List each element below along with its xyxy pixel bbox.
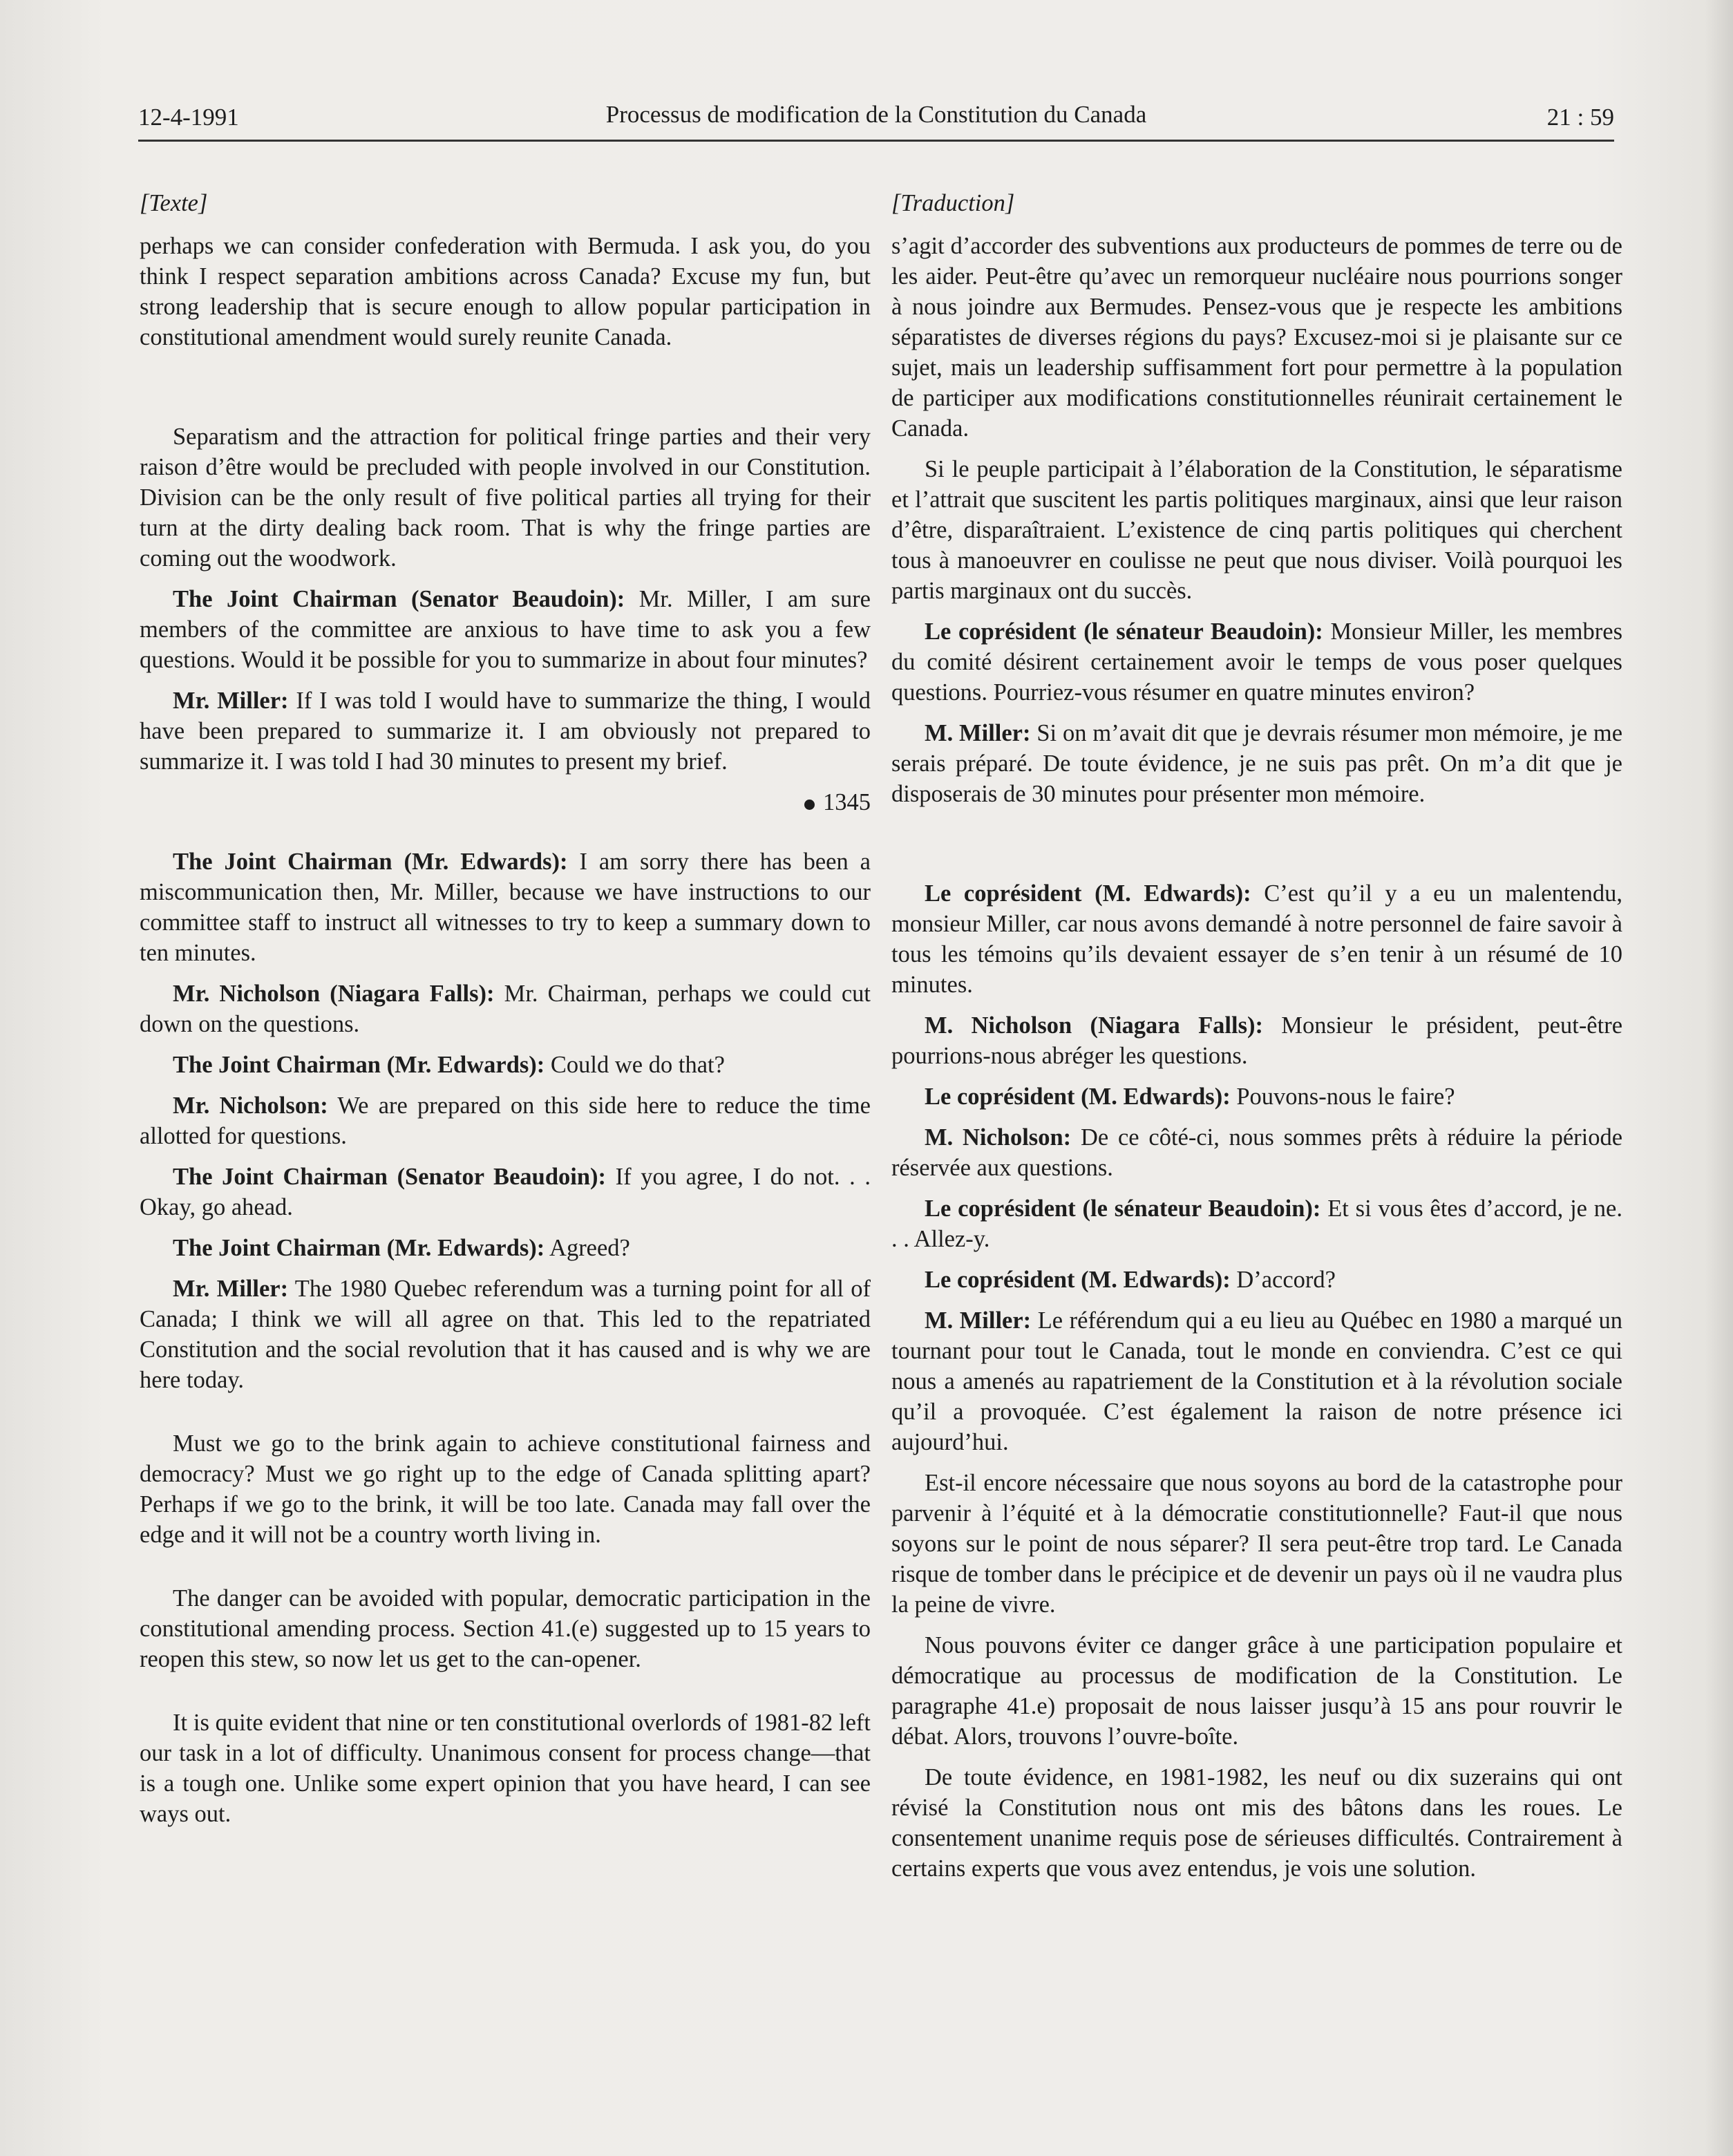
- paragraph: Est-il encore nécessaire que nous soyons au bord de la catastrophe pour parvenir à l’équité et à la démocratie constitutionnelle? Faut-il que nous soyons sur le point de nous séparer? Il sera peut-être trop tard. Le Canada risque de tomber dans le précipice et de devenir un pays où il ne vaudra plus la peine de vivre.: [891, 1470, 1622, 1618]
- paragraph: The Joint Chairman (Senator Beaudoin): Mr. Miller, I am sure members of the committee are anxious to have time to ask you a few questions. Would it be possible for you to summarize in about four minutes?: [140, 586, 871, 673]
- paragraph: Mr. Miller: If I was told I would have to summarize the thing, I would have been prepared to summarize it. I am obviously not prepared to summarize it. I was told I had 30 minutes to present my brief.: [140, 688, 871, 775]
- paragraph: M. Nicholson: De ce côté-ci, nous sommes prêts à réduire la période réservée aux questions.: [891, 1124, 1623, 1181]
- speaker-name: M. Miller:: [925, 720, 1031, 746]
- paragraph: Le coprésident (M. Edwards): Pouvons-nous le faire?: [925, 1084, 1455, 1110]
- speaker-name: M. Nicholson (Niagara Falls):: [925, 1012, 1263, 1039]
- paragraph: M. Miller: Si on m’avait dit que je devrais résumer mon mémoire, je me serais préparé. De toute évidence, je ne suis pas prêt. On m’a dit que je disposerais de 30 minutes pour présenter mon mémoire.: [891, 720, 1623, 807]
- speaker-name: Mr. Miller:: [173, 688, 289, 714]
- paragraph: The Joint Chairman (Mr. Edwards): Agreed?: [173, 1235, 630, 1261]
- column-tag: [Texte]: [140, 190, 208, 216]
- paragraph: perhaps we can consider confederation with Bermuda. I ask you, do you think I respect separation ambitions across Canada? Excuse my fun, but strong leadership that is secure enough to allow popular participation in constitutional amendment would surely reunite Canada.: [140, 233, 871, 350]
- speaker-name: M. Miller:: [925, 1307, 1032, 1334]
- header-page-number: 21 : 59: [1546, 104, 1614, 131]
- paragraph: Si le peuple participait à l’élaboration de la Constitution, le séparatisme et l’attrait que suscitent les partis politiques marginaux, ainsi que leur raison d’être, disparaîtraient. L’existence de cinq partis politiques qui cherchent tous à manoeuvrer en coulisse ne peut que nous diviser. Voilà pourquoi les partis marginaux ont du succès.: [891, 456, 1622, 604]
- paragraph: Le coprésident (le sénateur Beaudoin): Monsieur Miller, les membres du comité désirent certainement avoir le temps de vous poser quelques questions. Pourriez-vous résumer en quatre minutes environ?: [891, 618, 1622, 706]
- header-title: Processus de modification de la Constitution du Canada: [605, 101, 1147, 128]
- bullet-icon: [804, 800, 815, 810]
- page-edge-shadow: [1705, 0, 1733, 2156]
- paragraph: The danger can be avoided with popular, democratic participation in the constitutional amending process. Section 41.(e) suggested up to 15 years to reopen this stew, so now let us get to the can-opener.: [140, 1585, 871, 1672]
- paragraph: Must we go to the brink again to achieve constitutional fairness and democracy? Must we go right up to the edge of Canada splitting apart? Perhaps if we go to the brink, it will be too late. Canada may fall over the edge and it will not be a country worth living in.: [140, 1430, 871, 1548]
- speaker-name: The Joint Chairman (Mr. Edwards):: [173, 1052, 545, 1078]
- header-rule: [138, 140, 1614, 142]
- column-tag: [Traduction]: [891, 190, 1015, 216]
- paragraph: Separatism and the attraction for political fringe parties and their very raison d’être would be precluded with people involved in our Constitution. Division can be the only result of five political parties all trying for their turn at the dirty dealing back room. That is why the fringe parties are coming out the woodwork.: [140, 424, 871, 571]
- speaker-name: The Joint Chairman (Senator Beaudoin):: [173, 1164, 607, 1190]
- speaker-name: Le coprésident (M. Edwards):: [925, 880, 1251, 907]
- header-date: 12-4-1991: [138, 104, 239, 131]
- paragraph: Le coprésident (le sénateur Beaudoin): Et si vous êtes d’accord, je ne. . . Allez-y.: [891, 1195, 1622, 1252]
- speaker-name: Mr. Nicholson:: [173, 1093, 328, 1119]
- speaker-name: M. Nicholson:: [925, 1124, 1072, 1151]
- english-column: [140, 188, 871, 1840]
- paragraph: It is quite evident that nine or ten constitutional overlords of 1981-82 left our task in a lot of difficulty. Unanimous consent for process change—that is a tough one. Unlike some expert opinion that you have heard, I can see ways out.: [140, 1710, 871, 1827]
- paragraph: Nous pouvons éviter ce danger grâce à une participation populaire et démocratique au processus de modification de la Constitution. Le paragraphe 41.e) proposait de nous laisser jusqu’à 15 ans pour rouvrir le débat. Alors, trouvons l’ouvre-boîte.: [891, 1632, 1622, 1750]
- french-column: [891, 188, 1622, 1894]
- speaker-name: Le coprésident (M. Edwards):: [925, 1084, 1231, 1110]
- speaker-name: Le coprésident (le sénateur Beaudoin):: [925, 618, 1323, 645]
- paragraph: M. Nicholson (Niagara Falls): Monsieur le président, peut-être pourrions-nous abréger les questions.: [891, 1012, 1623, 1069]
- time-marker: 1345: [140, 787, 871, 817]
- paragraph: Le coprésident (M. Edwards): C’est qu’il y a eu un malentendu, monsieur Miller, car nous avons demandé à notre personnel de faire savoir à tous les témoins qu’ils devaient essayer de s’en tenir à un résumé de 10 minutes.: [891, 880, 1622, 998]
- paragraph: s’agit d’accorder des subventions aux producteurs de pommes de terre ou de les aider. Peut-être qu’avec un remorqueur nucléaire nous pourrions songer à nous joindre aux Bermudes. Pensez-vous que je respecte les ambitions séparatistes de diverses régions du pays? Excusez-moi si je plaisante sur ce sujet, mais un leadership suffisamment fort pour permettre à la population de participer aux modifications constitutionnelles réunirait certainement le Canada.: [891, 233, 1622, 442]
- running-header: [138, 101, 1614, 138]
- speaker-name: Le coprésident (le sénateur Beaudoin):: [925, 1195, 1321, 1222]
- paragraph: Mr. Miller: The 1980 Quebec referendum was a turning point for all of Canada; I think we will all agree on that. This led to the repatriated Constitution and the social revolution that it has caused and is why we are here today.: [140, 1276, 871, 1393]
- paragraph: De toute évidence, en 1981-1982, les neuf ou dix suzerains qui ont révisé la Constitution nous ont mis des bâtons dans les roues. Le consentement unanime requis pose de sérieuses difficultés. Contrairement à certains experts que vous avez entendus, je vois une solution.: [891, 1764, 1622, 1882]
- paragraph: The Joint Chairman (Senator Beaudoin): If you agree, I do not. . . Okay, go ahead.: [140, 1164, 871, 1220]
- speaker-name: Le coprésident (M. Edwards):: [925, 1267, 1231, 1293]
- paragraph: Mr. Nicholson: We are prepared on this side here to reduce the time allotted for questions.: [140, 1093, 871, 1149]
- paragraph: Mr. Nicholson (Niagara Falls): Mr. Chairman, perhaps we could cut down on the questions.: [140, 981, 871, 1037]
- speaker-name: The Joint Chairman (Senator Beaudoin):: [173, 586, 625, 612]
- paragraph: The Joint Chairman (Mr. Edwards): Could we do that?: [173, 1052, 725, 1078]
- paragraph: The Joint Chairman (Mr. Edwards): I am sorry there has been a miscommunication then, Mr. Miller, because we have instructions to our committee staff to instruct all witnesses to try to keep a summary down to ten minutes.: [140, 849, 871, 966]
- paragraph: M. Miller: Le référendum qui a eu lieu au Québec en 1980 a marqué un tournant pour tout le Canada, tout le monde en conviendra. C’est ce qui nous a amenés au rapatriement de la Constitution et à la révolution sociale qu’il a provoquée. C’est également la raison de notre présence ici aujourd’hui.: [891, 1307, 1623, 1455]
- paragraph: Le coprésident (M. Edwards): D’accord?: [925, 1267, 1336, 1293]
- speaker-name: Mr. Miller:: [173, 1276, 289, 1302]
- speaker-name: Mr. Nicholson (Niagara Falls):: [173, 981, 495, 1007]
- speaker-name: The Joint Chairman (Mr. Edwards):: [173, 849, 568, 875]
- speaker-name: The Joint Chairman (Mr. Edwards):: [173, 1235, 545, 1261]
